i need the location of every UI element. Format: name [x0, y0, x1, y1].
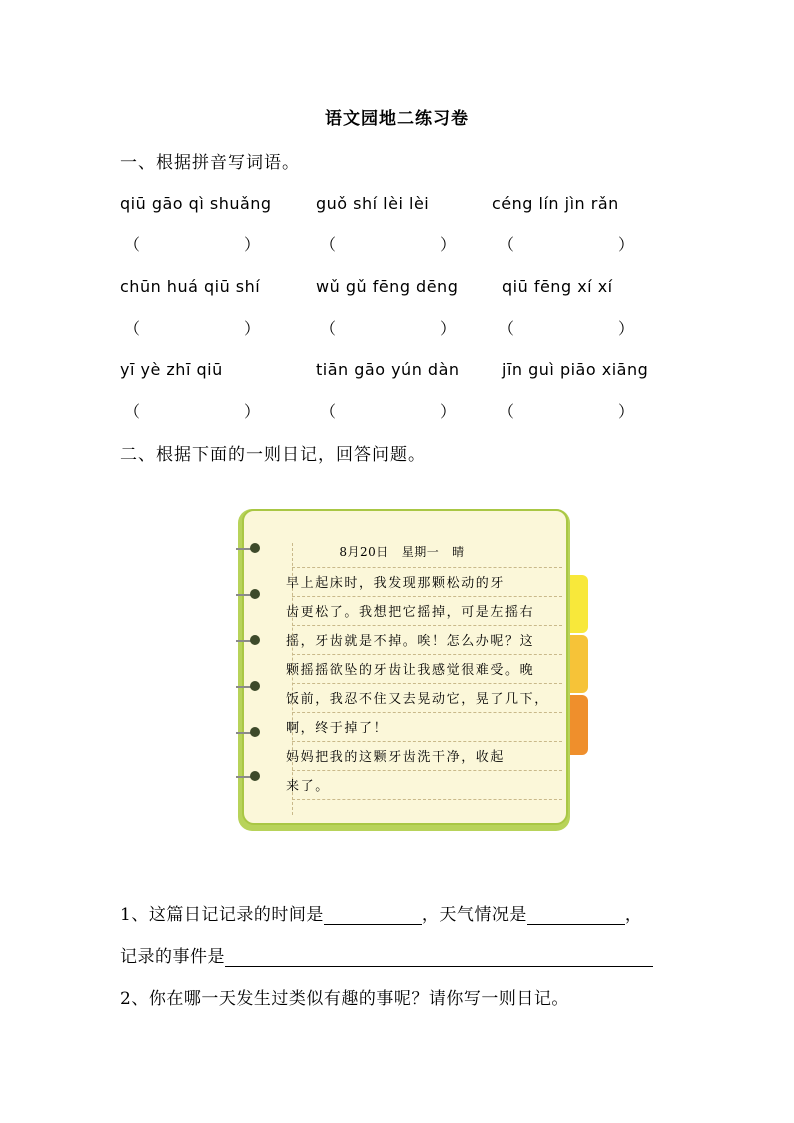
diary-line: 摇，牙齿就是不掉。唉！怎么办呢？这 — [286, 634, 535, 649]
rule-line — [292, 625, 562, 626]
blank-weather[interactable] — [527, 906, 625, 925]
rule-line — [292, 770, 562, 771]
diary-line: 早上起床时，我发现那颗松动的牙 — [286, 576, 506, 591]
blank-time[interactable] — [324, 906, 422, 925]
diary-line: 饭前，我忍不住又去晃动它，晃了几下， — [286, 692, 549, 707]
diary-line: 来了。 — [286, 779, 330, 794]
notebook-tab-red — [568, 695, 588, 755]
rule-line — [292, 712, 562, 713]
rule-line — [292, 683, 562, 684]
rule-line — [292, 567, 562, 568]
question-2: 2、你在哪一天发生过类似有趣的事呢？请你写一则日记。 — [120, 989, 569, 1009]
rule-line — [292, 799, 562, 800]
binder-ring — [236, 729, 258, 737]
pinyin-r2c1: chūn huá qiū shí — [120, 277, 261, 296]
pinyin-r2c2: wǔ gǔ fēng dēng — [316, 277, 459, 296]
pinyin-r1c2: guǒ shí lèi lèi — [316, 194, 430, 213]
rule-line — [292, 596, 562, 597]
diary-line: 颗摇摇欲坠的牙齿让我感觉很难受。晚 — [286, 663, 535, 678]
page-title: 语文园地二练习卷 — [325, 109, 469, 129]
pinyin-r1c1: qiū gāo qì shuǎng — [120, 194, 272, 213]
notebook-tab-yellow — [568, 575, 588, 633]
diary-line: 妈妈把我的这颗牙齿洗干净，收起 — [286, 750, 506, 765]
binder-ring — [236, 637, 258, 645]
section1-heading: 一、根据拼音写词语。 — [120, 153, 300, 173]
pinyin-r1c3: céng lín jìn rǎn — [492, 194, 619, 213]
diary-notebook — [232, 505, 592, 835]
diary-date-line: 8月20日 星期一 晴 — [339, 545, 465, 559]
binder-ring — [236, 683, 258, 691]
notebook-tab-orange — [568, 635, 588, 693]
pinyin-r3c2: tiān gāo yún dàn — [316, 360, 460, 379]
diary-line: 啊，终于掉了！ — [286, 721, 389, 736]
rule-line — [292, 654, 562, 655]
pinyin-r3c3: jīn guì piāo xiāng — [502, 360, 649, 379]
binder-ring — [236, 591, 258, 599]
blank-event[interactable] — [225, 948, 653, 967]
section2-heading: 二、根据下面的一则日记，回答问题。 — [120, 445, 426, 465]
binder-ring — [236, 773, 258, 781]
pinyin-r3c1: yī yè zhī qiū — [120, 360, 223, 379]
diary-line: 齿更松了。我想把它摇掉，可是左摇右 — [286, 605, 535, 620]
question-1-event: 记录的事件是 — [120, 942, 653, 967]
rule-line — [292, 741, 562, 742]
pinyin-r2c3: qiū fēng xí xí — [502, 277, 613, 296]
question-1: 1、这篇日记记录的时间是 ，天气情况是 ， — [120, 905, 643, 925]
